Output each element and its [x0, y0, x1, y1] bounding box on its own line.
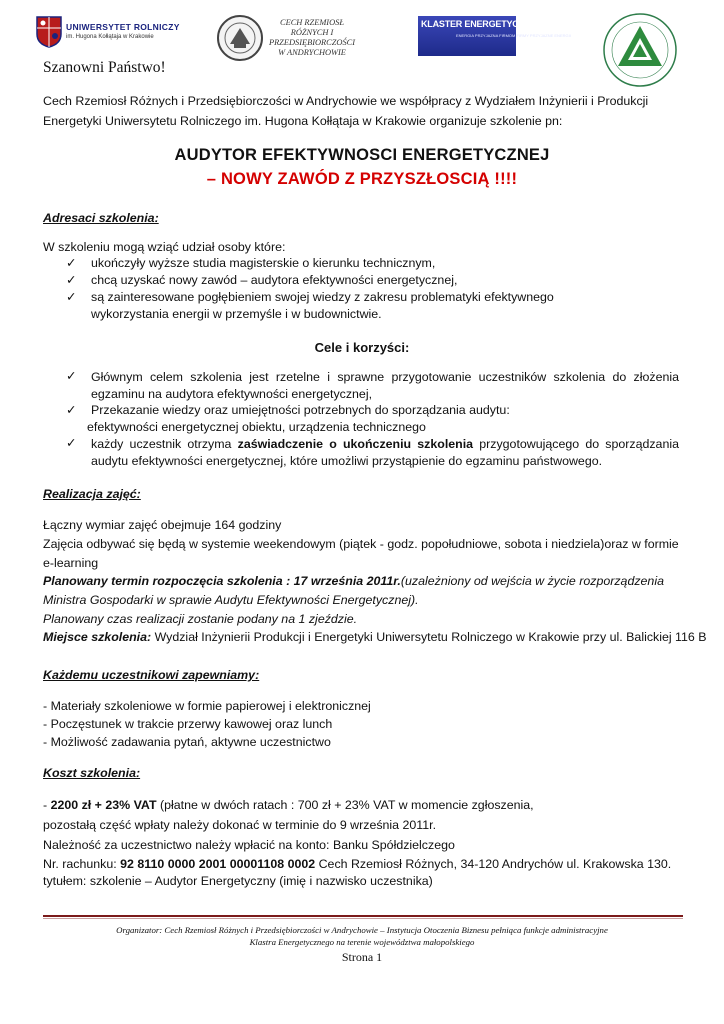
- footer-line-1: Organizator: Cech Rzemiosł Różnych i Przedsiębiorczości w Andrychowie – Instytucja Otoczenia Biznesu pełniąca funkcje administracyjne: [116, 925, 608, 935]
- university-name: UNIWERSYTET ROLNICZY: [66, 22, 180, 32]
- cech-seal-icon: [216, 14, 264, 62]
- start-date-bold: Planowany termin rozpoczęcia szkolenia : 17 września 2011r.: [43, 574, 401, 588]
- cech-logo: [212, 12, 358, 66]
- cele-item-3-pre: każdy uczestnik otrzyma: [91, 437, 238, 451]
- checkmark-icon: ✓: [66, 369, 77, 383]
- koszt-account-line: [43, 857, 671, 871]
- koszt-line: Należność za uczestnictwo należy wpłacić na konto: Banku Spółdzielczego: [43, 838, 455, 852]
- cech-name: CECH RZEMIOSŁ RÓŻNYCH I PRZEDSIĘBIORCZOŚCI W ANDRYCHOWIE: [268, 18, 356, 57]
- realizacja-line: e-learning: [43, 556, 99, 570]
- checkmark-icon: ✓: [66, 436, 77, 450]
- koszt-price: 2200 zł + 23% VAT: [50, 798, 157, 812]
- realizacja-line: Ministra Gospodarki w sprawie Audytu Efektywności Energetycznej).: [43, 593, 419, 607]
- adresaci-item-continued: wykorzystania energii w przemyśle i w budownictwie.: [91, 307, 382, 321]
- footer-divider-thin: [43, 918, 683, 919]
- footer-divider: [43, 915, 683, 917]
- checkmark-icon: ✓: [66, 290, 77, 304]
- klaster-subtitle: ENERGIA PRZYJAZNA FIRMOM FIRMY PRZYJAZNE ENERGII: [456, 33, 571, 38]
- checkmark-icon: ✓: [66, 403, 77, 417]
- cele-item-3: [91, 436, 679, 470]
- cele-item-3-bold: zaświadczenie o ukończeniu szkolenia: [237, 437, 474, 451]
- realizacja-start-date: [43, 574, 664, 588]
- zapewniamy-item: - Możliwość zadawania pytań, aktywne uczestnictwo: [43, 735, 331, 749]
- university-shield-icon: [36, 16, 62, 48]
- koszt-line: tytułem: szkolenie – Audytor Energetyczny (imię i nazwisko uczestnika): [43, 874, 433, 888]
- account-number: 92 8110 0000 2001 00001108 0002: [120, 857, 316, 871]
- checkmark-icon: ✓: [66, 273, 77, 287]
- location-value: Wydział Inżynierii Produkcji i Energetyki Uniwersytetu Rolniczego w Krakowie przy ul. Balickiej 116 B: [151, 630, 707, 644]
- adresaci-lead: W szkoleniu mogą wziąć udział osoby które:: [43, 240, 286, 254]
- page-number: Strona 1: [341, 950, 383, 964]
- koszt-price-line: [43, 798, 534, 812]
- intro-line-2: Energetyki Uniwersytetu Rolniczego im. Hugona Kołłątaja w Krakowie organizuje szkolenie pn:: [43, 114, 563, 128]
- account-label: Nr. rachunku:: [43, 857, 121, 871]
- intro-line-1: Cech Rzemiosł Różnych i Przedsiębiorczości w Andrychowie we współpracy z Wydziałem Inżynierii i Produkcji: [43, 94, 649, 108]
- zapewniamy-item: - Poczęstunek w trakcie przerwy kawowej oraz lunch: [43, 717, 333, 731]
- cele-item-2: Przekazanie wiedzy oraz umiejętności potrzebnych do sporządzania audytu:: [91, 403, 510, 417]
- location-label: Miejsce szkolenia:: [43, 630, 152, 644]
- title-line-2: – NOWY ZAWÓD Z PRZYSZŁOSCIĄ !!!!: [206, 170, 518, 188]
- koszt-line: pozostałą część wpłaty należy dokonać w terminie do 9 września 2011r.: [43, 818, 437, 832]
- zapewniamy-item: - Materiały szkoleniowe w formie papierowej i elektronicznej: [43, 699, 371, 713]
- adresaci-item: chcą uzyskać nowy zawód – audytora efektywności energetycznej,: [91, 273, 458, 287]
- adresaci-heading: Adresaci szkolenia:: [43, 211, 159, 225]
- greeting: Szanowni Państwo!: [43, 59, 166, 76]
- cele-item-2-continued: efektywności energetycznej obiektu, urządzenia technicznego: [87, 420, 426, 434]
- account-holder: Cech Rzemiosł Różnych, 34-120 Andrychów ul. Krakowska 130.: [315, 857, 672, 871]
- title-line-1: AUDYTOR EFEKTYWNOSCI ENERGETYCZNEJ: [174, 146, 550, 164]
- cele-heading: Cele i korzyści:: [314, 340, 410, 355]
- adresaci-item: ukończyły wyższe studia magisterskie o kierunku technicznym,: [91, 256, 436, 270]
- checkmark-icon: ✓: [66, 256, 77, 270]
- cele-item-1: Głównym celem szkolenia jest rzetelne i sprawne przygotowanie uczestników szkolenia do złożenia egzaminu na audytora efektywności energetycznej,: [91, 370, 679, 401]
- klaster-name: KLASTER ENERGETYCZNY: [421, 19, 537, 29]
- koszt-dash: -: [43, 798, 51, 812]
- association-triangle-logo-icon: [602, 12, 678, 88]
- realizacja-line: Łączny wymiar zajęć obejmuje 164 godziny: [43, 518, 282, 532]
- realizacja-line: Zajęcia odbywać się będą w systemie weekendowym (piątek - godz. popołudniowe, sobota i niedziela)oraz w formie: [43, 537, 679, 551]
- university-logo: [36, 16, 180, 48]
- adresaci-item: są zainteresowane pogłębieniem swojej wiedzy z zakresu problematyki efektywnego: [91, 290, 554, 304]
- footer-line-2: Klastra Energetycznego na terenie województwa małopolskiego: [249, 937, 475, 947]
- realizacja-heading: Realizacja zajęć:: [43, 487, 141, 501]
- realizacja-line: Planowany czas realizacji zostanie podany na 1 zjeździe.: [43, 612, 358, 626]
- university-subtitle: im. Hugona Kołłątaja w Krakowie: [66, 34, 154, 40]
- zapewniamy-heading: Każdemu uczestnikowi zapewniamy:: [43, 668, 260, 682]
- koszt-price-note: (płatne w dwóch ratach : 700 zł + 23% VAT w momencie zgłoszenia,: [156, 798, 534, 812]
- start-date-note: (uzależniony od wejścia w życie rozporządzenia: [400, 574, 664, 588]
- koszt-heading: Koszt szkolenia:: [43, 766, 141, 780]
- klaster-logo: [418, 16, 571, 56]
- realizacja-location: [43, 630, 707, 644]
- cele-item-3-post: przygotowującego do sporządzania audytu efektywności energetycznej, które umożliwi przystąpienie do egzaminu państwowego.: [91, 437, 679, 468]
